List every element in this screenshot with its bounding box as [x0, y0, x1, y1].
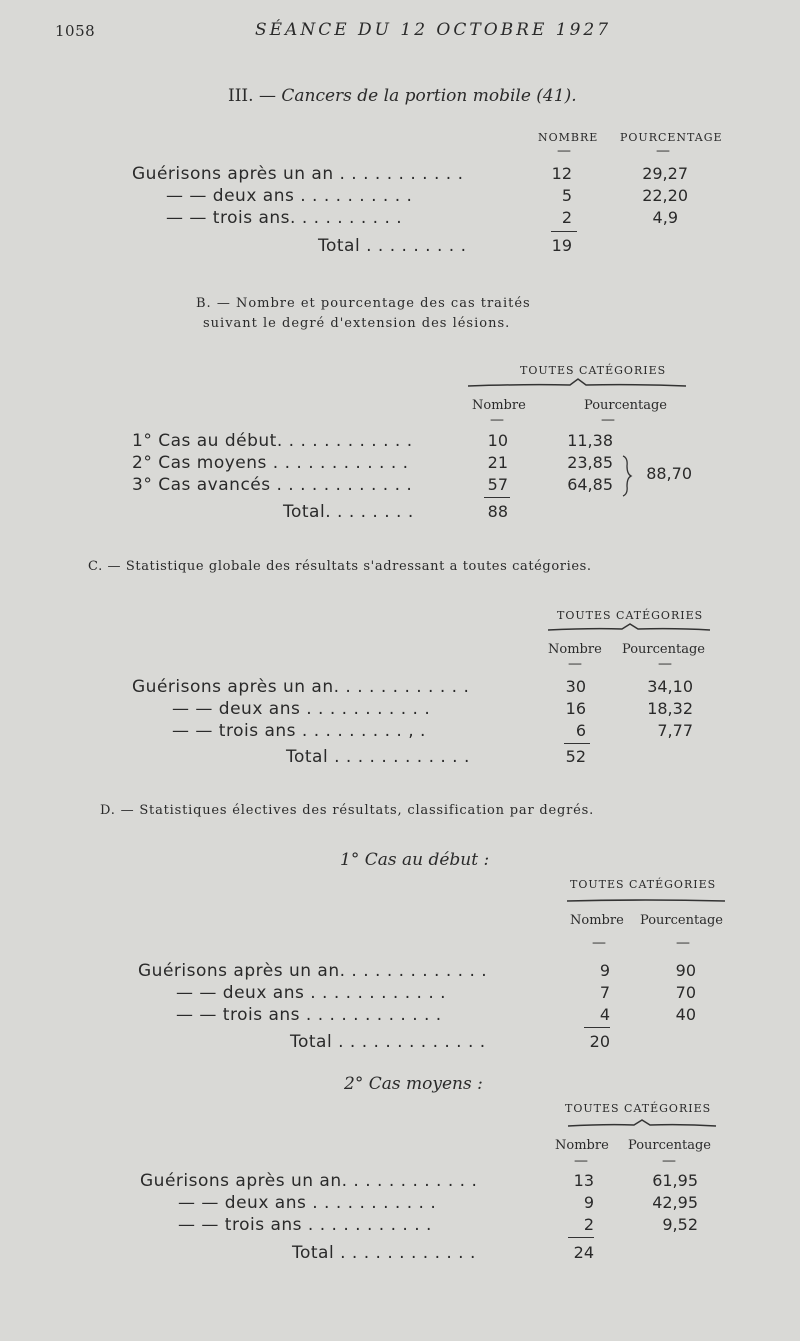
section-iii-total-label: Total . . . . . . . . .: [318, 236, 467, 256]
section-iii-row-nombre: 2: [561, 208, 572, 227]
dash-mark: —: [656, 143, 670, 159]
section-b-total-label: Total. . . . . . . .: [283, 502, 414, 522]
section-d-sub2-row-label: — — trois ans . . . . . . . . . . .: [178, 1215, 432, 1235]
section-d-sub1-row-nombre: 9: [599, 961, 610, 980]
section-b-row-pourcentage: 23,85: [567, 453, 613, 472]
section-b-row-nombre: 57: [487, 475, 508, 494]
section-d-sub1-row-nombre: 4: [599, 1005, 610, 1024]
section-d-title: D. — Statistiques électives des résultats, classification par degrés.: [100, 803, 595, 818]
section-d-sub2-title: 2° Cas moyens :: [344, 1074, 483, 1094]
section-c-row-nombre: 16: [565, 699, 586, 718]
section-c-row-label: — — deux ans . . . . . . . . . . .: [172, 699, 431, 719]
section-b-row-nombre: 21: [487, 453, 508, 472]
section-d-sub2-col-pourcentage: Pourcentage: [628, 1138, 711, 1153]
group-brace: [466, 378, 688, 392]
section-iii-title-prefix: III. —: [228, 86, 276, 106]
section-b-row-pourcentage: 64,85: [567, 475, 613, 494]
section-b-title-line1: B. — Nombre et pourcentage des cas traités: [196, 296, 531, 311]
section-b-col-pourcentage: Pourcentage: [584, 398, 667, 413]
section-c-row-label: — — trois ans . . . . . . . . . , .: [172, 721, 426, 741]
section-d-sub2-col-nombre: Nombre: [555, 1138, 609, 1153]
section-iii-row-nombre: 12: [551, 164, 572, 183]
dash-mark: —: [592, 935, 606, 951]
dash-mark: —: [490, 412, 504, 428]
section-b-col-nombre: Nombre: [472, 398, 526, 413]
section-d-sub1-col-pourcentage: Pourcentage: [640, 913, 723, 928]
section-d-sub2-row-nombre: 9: [583, 1193, 594, 1212]
section-iii-total-value: 19: [551, 236, 572, 255]
section-c-row-label: Guérisons après un an. . . . . . . . . . . .: [132, 677, 470, 697]
dash-mark: —: [557, 143, 571, 159]
section-d-sub1-total-label: Total . . . . . . . . . . . . .: [290, 1032, 486, 1052]
section-d-sub1-total-value: 20: [589, 1032, 610, 1051]
group-brace: [546, 622, 712, 636]
section-d-sub1-row-pourcentage: 90: [675, 961, 696, 980]
section-c-col-pourcentage: Pourcentage: [622, 642, 705, 657]
section-iii-row-nombre: 5: [561, 186, 572, 205]
dash-mark: —: [601, 412, 615, 428]
section-b-total-value: 88: [487, 502, 508, 521]
section-b-row-label: 1° Cas au début. . . . . . . . . . . .: [132, 431, 413, 451]
section-iii-row-label: — — deux ans . . . . . . . . . .: [166, 186, 413, 206]
section-d-sub2-row-pourcentage: 42,95: [652, 1193, 698, 1212]
section-b-brace-total: 88,70: [646, 464, 692, 483]
section-iii-row-pourcentage: 4,9: [652, 208, 678, 227]
section-d-sub1-row-label: — — trois ans . . . . . . . . . . . .: [176, 1005, 442, 1025]
section-b-row-nombre: 10: [487, 431, 508, 450]
total-rule: [484, 497, 510, 498]
brace-icon: [620, 454, 634, 498]
total-rule: [568, 1237, 594, 1238]
dash-mark: —: [662, 1153, 676, 1169]
total-rule: [564, 743, 590, 744]
section-c-row-pourcentage: 18,32: [647, 699, 693, 718]
section-d-sub2-row-pourcentage: 9,52: [662, 1215, 698, 1234]
section-d-sub1-title: 1° Cas au début :: [340, 850, 490, 870]
page-number: 1058: [55, 22, 96, 40]
section-d-sub2-row-label: — — deux ans . . . . . . . . . . .: [178, 1193, 437, 1213]
section-d-sub1-row-label: Guérisons après un an. . . . . . . . . . . . .: [138, 961, 488, 981]
section-iii-row-label: Guérisons après un an . . . . . . . . . . .: [132, 164, 464, 184]
section-c-title: C. — Statistique globale des résultats s'adressant a toutes catégories.: [88, 559, 592, 574]
section-d-sub2-row-nombre: 2: [583, 1215, 594, 1234]
section-c-row-nombre: 6: [575, 721, 586, 740]
section-c-col-nombre: Nombre: [548, 642, 602, 657]
section-d-sub1-group-header: TOUTES CATÉGORIES: [570, 878, 717, 891]
section-iii-col-nombre: NOMBRE: [538, 131, 599, 144]
total-rule: [551, 231, 577, 232]
section-iii-row-pourcentage: 29,27: [642, 164, 688, 183]
dash-mark: —: [658, 656, 672, 672]
section-b-group-header: TOUTES CATÉGORIES: [520, 364, 667, 377]
section-c-total-value: 52: [565, 747, 586, 766]
running-title: SÉANCE DU 12 OCTOBRE 1927: [255, 20, 612, 40]
section-iii-col-pourcentage: POURCENTAGE: [620, 131, 723, 144]
section-d-sub1-row-pourcentage: 40: [675, 1005, 696, 1024]
group-brace: [565, 896, 727, 906]
section-d-sub2-group-header: TOUTES CATÉGORIES: [565, 1102, 712, 1115]
dash-mark: —: [568, 656, 582, 672]
section-b-row-label: 2° Cas moyens . . . . . . . . . . . .: [132, 453, 409, 473]
dash-mark: —: [676, 935, 690, 951]
section-d-sub2-total-value: 24: [573, 1243, 594, 1262]
group-brace: [566, 1118, 718, 1132]
section-iii-row-label: — — trois ans. . . . . . . . . .: [166, 208, 403, 228]
section-c-row-pourcentage: 7,77: [657, 721, 693, 740]
section-c-row-pourcentage: 34,10: [647, 677, 693, 696]
section-d-sub2-total-label: Total . . . . . . . . . . . .: [292, 1243, 476, 1263]
section-d-sub2-row-label: Guérisons après un an. . . . . . . . . . . .: [140, 1171, 478, 1191]
section-c-total-label: Total . . . . . . . . . . . .: [286, 747, 470, 767]
section-d-sub1-col-nombre: Nombre: [570, 913, 624, 928]
section-d-sub2-row-nombre: 13: [573, 1171, 594, 1190]
total-rule: [584, 1027, 610, 1028]
dash-mark: —: [574, 1153, 588, 1169]
section-d-sub2-row-pourcentage: 61,95: [652, 1171, 698, 1190]
section-b-row-pourcentage: 11,38: [567, 431, 613, 450]
section-d-sub1-row-label: — — deux ans . . . . . . . . . . . .: [176, 983, 447, 1003]
section-c-row-nombre: 30: [565, 677, 586, 696]
section-b-row-label: 3° Cas avancés . . . . . . . . . . . .: [132, 475, 413, 495]
section-d-sub1-row-nombre: 7: [599, 983, 610, 1002]
section-b-title-line2: suivant le degré d'extension des lésions.: [203, 316, 511, 331]
section-iii-title: [228, 86, 577, 106]
section-c-group-header: TOUTES CATÉGORIES: [557, 609, 704, 622]
section-iii-row-pourcentage: 22,20: [642, 186, 688, 205]
section-d-sub1-row-pourcentage: 70: [675, 983, 696, 1002]
section-iii-title-italic: Cancers de la portion mobile (41).: [281, 86, 577, 106]
